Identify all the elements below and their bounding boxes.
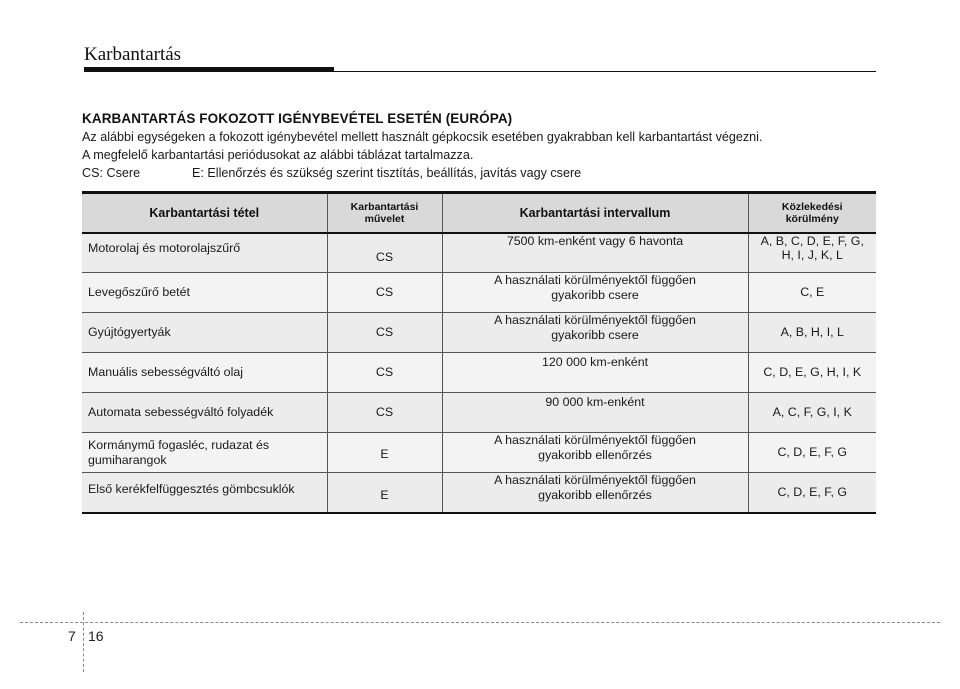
intro-text-line-2: A megfelelő karbantartási periódusokat az alábbi táblázat tartalmazza. [82,148,474,162]
interval-line-1: A használati körülményektől függően [494,473,696,487]
operation-code: CS [375,285,394,300]
table-row [82,273,876,313]
interval-line-1: 7500 km-enként vagy 6 havonta [506,233,684,248]
table-row [82,313,876,353]
cell-condition [748,353,876,393]
condition-line-1: A, C, F, G, I, K [772,405,852,420]
interval-line-1: A használati körülményektől függően [494,313,696,327]
interval-line-1: A használati körülményektől függően [494,273,696,287]
legend-cs: CS: Csere [82,166,141,180]
interval-line-2: gyakoribb ellenőrzés [538,447,652,462]
item-line-1: Manuális sebességváltó olaj [88,365,243,380]
header-condition-line-2: körülmény [785,212,839,225]
legend [82,166,582,180]
cell-condition [748,433,876,473]
intro-text-line-1: Az alábbi egységeken a fokozott igénybevétel mellett használt gépkocsik esetében gyakrabban kell karbantartást végezni. [82,130,763,144]
cell-item [82,313,327,353]
cell-item [82,273,327,313]
cell-interval [442,233,748,273]
cell-operation [327,473,442,513]
table-row [82,233,876,273]
table-row [82,393,876,433]
header-operation-line-1: Karbantartási [350,200,419,213]
item-line-1: Gyújtógyertyák [88,325,171,340]
condition-line-1: A, B, H, I, L [780,325,844,340]
cell-interval [442,273,748,313]
cell-condition [748,233,876,273]
condition-line-1: C, D, E, F, G [777,445,848,460]
cell-operation [327,273,442,313]
table-header-row [82,193,876,233]
cell-interval [442,473,748,513]
cell-condition [748,313,876,353]
operation-code: CS [375,365,394,380]
cell-interval [442,393,748,433]
cell-operation [327,353,442,393]
cell-operation [327,393,442,433]
operation-code: CS [375,325,394,340]
interval-line-2: gyakoribb csere [551,327,639,342]
footer-dashed-rule [20,622,940,623]
cell-interval [442,433,748,473]
footer-dashed-divider [83,612,84,672]
page-number: 16 [88,628,104,644]
item-line-1: Kormánymű fogasléc, rudazat és [88,437,270,452]
header-rule-thick [84,67,334,72]
cell-operation [327,433,442,473]
cell-item [82,433,327,473]
cell-condition [748,273,876,313]
header-condition-line-1: Közlekedési [781,200,843,213]
operation-code: E [380,447,389,462]
interval-line-2: gyakoribb csere [551,287,639,302]
table-row [82,353,876,393]
item-line-1: Első kerékfelfüggesztés gömbcsuklók [88,481,295,496]
legend-e: E: Ellenőrzés és szükség szerint tisztítás, beállítás, javítás vagy csere [192,166,582,180]
condition-line-1: C, D, E, G, H, I, K [763,365,862,380]
cell-operation [327,233,442,273]
item-line-1: Motorolaj és motorolajszűrő [88,241,241,256]
page-chapter-number: 7 [68,628,76,644]
header-operation [327,193,442,233]
header-item: Karbantartási tétel [82,193,327,233]
header-interval: Karbantartási intervallum [442,193,748,233]
cell-condition [748,393,876,433]
interval-line-1: 90 000 km-enként [545,395,645,409]
operation-code: CS [375,405,394,420]
item-line-1: Levegőszűrő betét [88,285,190,300]
operation-code: CS [375,249,394,264]
operation-code: E [380,487,389,502]
condition-line-1: A, B, C, D, E, F, G, [760,233,864,248]
interval-line-2: gyakoribb ellenőrzés [538,487,652,502]
running-header-title: Karbantartás [84,44,182,65]
header-operation-line-2: művelet [364,212,405,225]
cell-condition [748,473,876,513]
section-title: KARBANTARTÁS FOKOZOTT IGÉNYBEVÉTEL ESETÉN (EURÓPA) [82,111,513,126]
item-line-2: gumiharangok [88,452,167,467]
cell-item [82,233,327,273]
maintenance-table [82,191,876,514]
cell-interval [442,353,748,393]
cell-interval [442,313,748,353]
cell-item [82,393,327,433]
condition-line-2: H, I, J, K, L [781,248,843,263]
interval-line-1: A használati körülményektől függően [494,433,696,447]
header-rule-thin [334,71,876,72]
cell-operation [327,313,442,353]
cell-item [82,353,327,393]
header-condition [748,193,876,233]
table-row [82,473,876,513]
condition-line-1: C, E [800,285,825,300]
interval-line-1: 120 000 km-enként [541,355,649,369]
condition-line-1: C, D, E, F, G [777,484,848,499]
item-line-1: Automata sebességváltó folyadék [88,405,274,420]
table-row [82,433,876,473]
cell-item [82,473,327,513]
